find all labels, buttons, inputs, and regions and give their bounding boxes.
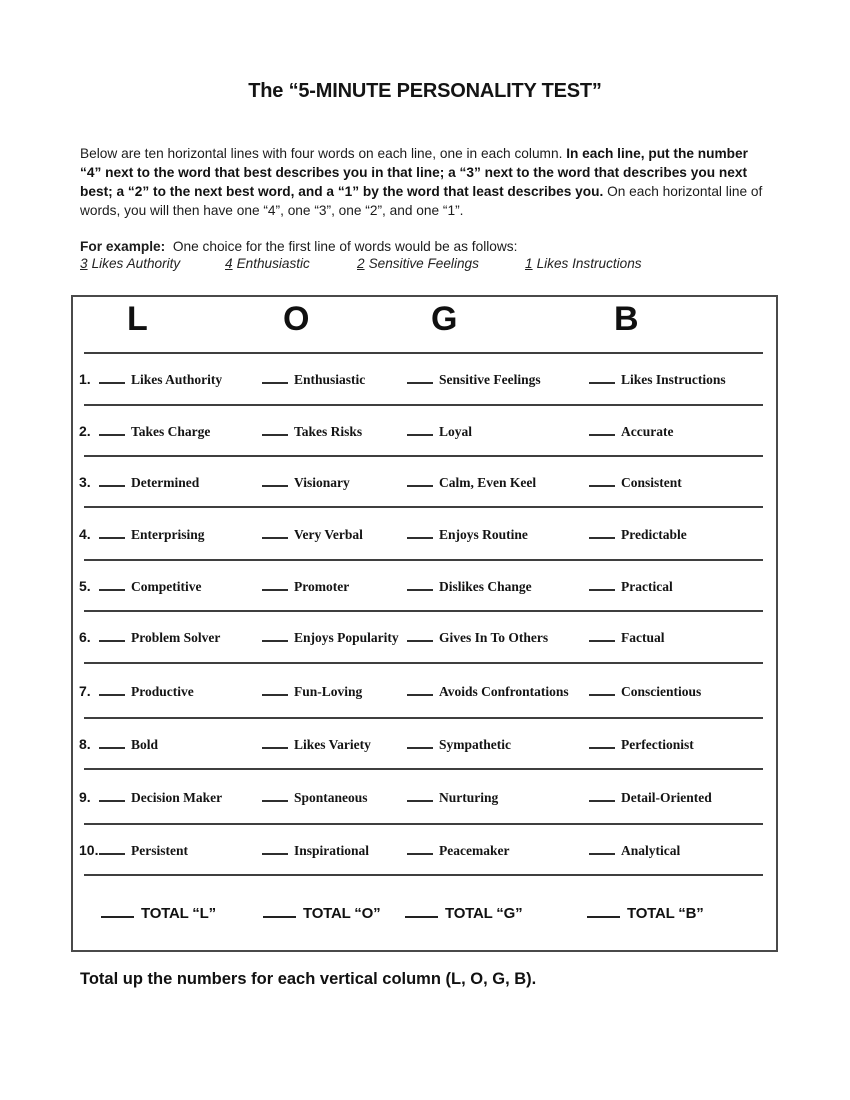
- table-row: [73, 352, 776, 405]
- example-word: Enthusiastic: [236, 256, 310, 271]
- answer-blank[interactable]: [589, 682, 615, 696]
- trait-cell: [589, 735, 694, 753]
- table-row: [73, 824, 776, 875]
- trait-word: Loyal: [439, 423, 473, 439]
- intro-text-end: On each horizontal line of words, you will then have one “4”, one “3”, one “2”, and one “1”.: [80, 184, 763, 218]
- test-table: [71, 295, 778, 952]
- total-cell-G: [405, 904, 522, 922]
- answer-blank[interactable]: [589, 473, 615, 487]
- trait-word: Enterprising: [131, 526, 205, 542]
- trait-cell: [589, 841, 680, 859]
- trait-cell: [407, 525, 528, 543]
- column-header-L: L: [127, 300, 148, 338]
- trait-word: Visionary: [294, 474, 350, 490]
- trait-word: Sympathetic: [439, 736, 511, 752]
- example-label-line: [80, 239, 517, 254]
- total-label: TOTAL “G”: [445, 904, 523, 922]
- answer-blank[interactable]: [262, 422, 288, 436]
- trait-word: Determined: [131, 474, 200, 490]
- trait-cell: [262, 682, 362, 700]
- trait-cell: [589, 473, 682, 491]
- example-word: Sensitive Feelings: [368, 256, 479, 271]
- trait-word: Enjoys Popularity: [294, 630, 399, 645]
- trait-word: Persistent: [131, 842, 188, 858]
- total-cell-O: [263, 904, 380, 922]
- table-row: [73, 405, 776, 456]
- answer-blank[interactable]: [407, 370, 433, 384]
- total-blank[interactable]: [101, 904, 134, 918]
- trait-cell: [407, 788, 498, 806]
- table-row: [73, 769, 776, 824]
- row-number: 9.: [79, 788, 91, 805]
- totals-row: [73, 875, 776, 950]
- footer-instruction: Total up the numbers for each vertical column (L, O, G, B).: [80, 970, 537, 988]
- trait-word: Takes Risks: [294, 423, 363, 439]
- answer-blank[interactable]: [262, 628, 288, 642]
- trait-cell: [99, 628, 220, 646]
- row-number: 8.: [79, 735, 91, 752]
- answer-blank[interactable]: [589, 841, 615, 855]
- answer-blank[interactable]: [589, 628, 615, 642]
- example-item: [80, 256, 180, 271]
- example-number: 3: [80, 256, 88, 271]
- trait-cell: [262, 841, 369, 859]
- total-label: TOTAL “L”: [141, 904, 216, 922]
- example-item: [357, 256, 479, 271]
- trait-cell: [407, 628, 548, 646]
- row-number: 1.: [79, 370, 91, 387]
- trait-cell: [589, 788, 712, 806]
- trait-word: Practical: [621, 578, 673, 594]
- trait-cell: [99, 422, 210, 440]
- trait-cell: [99, 577, 201, 595]
- answer-blank[interactable]: [99, 788, 125, 802]
- answer-blank[interactable]: [589, 525, 615, 539]
- answer-blank[interactable]: [262, 735, 288, 749]
- table-row: [73, 456, 776, 507]
- table-row: [73, 663, 776, 718]
- trait-cell: [99, 525, 205, 543]
- trait-cell: [99, 735, 158, 753]
- trait-cell: [99, 473, 199, 491]
- trait-cell: [407, 370, 541, 388]
- trait-cell: [99, 788, 222, 806]
- trait-word: Consistent: [621, 474, 682, 490]
- answer-blank[interactable]: [99, 370, 125, 384]
- trait-word: Perfectionist: [621, 736, 694, 752]
- row-number: 6.: [79, 629, 91, 645]
- trait-cell: [589, 422, 673, 440]
- column-header-G: G: [431, 300, 458, 338]
- example-word: Likes Instructions: [536, 256, 642, 271]
- trait-word: Conscientious: [621, 683, 702, 699]
- example-row: [80, 256, 780, 276]
- row-number: 10.: [79, 841, 99, 858]
- trait-cell: [407, 841, 509, 859]
- example-word: Likes Authority: [91, 256, 181, 271]
- row-number: 2.: [79, 422, 91, 439]
- trait-word: Inspirational: [294, 842, 370, 858]
- row-number: 3.: [79, 473, 91, 490]
- trait-word: Problem Solver: [131, 630, 221, 645]
- table-row: [73, 507, 776, 560]
- trait-word: Competitive: [131, 578, 202, 594]
- answer-blank[interactable]: [262, 370, 288, 384]
- answer-blank[interactable]: [262, 682, 288, 696]
- page-title: The “5-MINUTE PERSONALITY TEST”: [248, 80, 602, 102]
- trait-word: Promoter: [294, 578, 350, 594]
- trait-word: Detail-Oriented: [621, 789, 712, 805]
- trait-word: Gives In To Others: [439, 630, 549, 645]
- trait-cell: [262, 735, 371, 753]
- trait-cell: [407, 577, 532, 595]
- answer-blank[interactable]: [99, 735, 125, 749]
- trait-word: Sensitive Feelings: [439, 371, 541, 387]
- total-cell-L: [101, 904, 216, 922]
- answer-blank[interactable]: [262, 473, 288, 487]
- answer-blank[interactable]: [407, 422, 433, 436]
- answer-blank[interactable]: [589, 422, 615, 436]
- trait-word: Enjoys Routine: [439, 526, 528, 542]
- example-description: One choice for the first line of words would be as follows:: [172, 239, 518, 254]
- example-label: For example:: [80, 239, 166, 254]
- answer-blank[interactable]: [407, 473, 433, 487]
- table-row: [73, 560, 776, 611]
- example-number: 4: [225, 256, 233, 271]
- trait-word: Likes Instructions: [621, 371, 726, 387]
- trait-cell: [589, 682, 701, 700]
- trait-cell: [99, 370, 222, 388]
- answer-blank[interactable]: [407, 577, 433, 591]
- trait-word: Productive: [131, 683, 194, 699]
- trait-word: Likes Variety: [294, 736, 371, 752]
- answer-blank[interactable]: [589, 788, 615, 802]
- table-row: [73, 718, 776, 769]
- example-number: 1: [525, 256, 533, 271]
- trait-word: Calm, Even Keel: [439, 474, 537, 490]
- answer-blank[interactable]: [407, 841, 433, 855]
- trait-word: Predictable: [621, 526, 687, 542]
- trait-cell: [407, 735, 511, 753]
- trait-word: Nurturing: [439, 789, 499, 805]
- trait-cell: [262, 473, 350, 491]
- trait-word: Dislikes Change: [439, 578, 532, 594]
- trait-word: Likes Authority: [131, 371, 223, 387]
- total-cell-B: [587, 904, 704, 922]
- trait-word: Bold: [131, 736, 159, 752]
- column-header-O: O: [283, 300, 310, 338]
- trait-word: Spontaneous: [294, 789, 368, 805]
- trait-word: Analytical: [621, 842, 681, 858]
- answer-blank[interactable]: [99, 422, 125, 436]
- example-item: [225, 256, 310, 271]
- answer-blank[interactable]: [99, 841, 125, 855]
- answer-blank[interactable]: [99, 577, 125, 591]
- trait-cell: [262, 788, 368, 806]
- total-label: TOTAL “O”: [303, 904, 381, 922]
- answer-blank[interactable]: [99, 682, 125, 696]
- trait-cell: [99, 841, 188, 859]
- total-blank[interactable]: [587, 904, 620, 918]
- trait-cell: [407, 473, 536, 491]
- trait-cell: [407, 422, 472, 440]
- table-row: [73, 611, 776, 663]
- trait-cell: [589, 628, 665, 646]
- trait-word: Peacemaker: [439, 842, 510, 858]
- trait-word: Factual: [621, 630, 665, 645]
- answer-blank[interactable]: [407, 628, 433, 642]
- trait-cell: [262, 628, 399, 646]
- answer-blank[interactable]: [589, 577, 615, 591]
- example-number: 2: [357, 256, 365, 271]
- trait-word: Avoids Confrontations: [439, 683, 569, 699]
- trait-word: Decision Maker: [131, 789, 223, 805]
- answer-blank[interactable]: [589, 370, 615, 384]
- total-blank[interactable]: [405, 904, 438, 918]
- trait-cell: [589, 577, 673, 595]
- trait-cell: [262, 422, 362, 440]
- answer-blank[interactable]: [407, 788, 433, 802]
- answer-blank[interactable]: [407, 525, 433, 539]
- answer-blank[interactable]: [99, 525, 125, 539]
- intro-paragraph: [80, 144, 770, 220]
- trait-cell: [262, 577, 349, 595]
- total-label: TOTAL “B”: [627, 904, 704, 922]
- answer-blank[interactable]: [589, 735, 615, 749]
- intro-text-start: Below are ten horizontal lines with four words on each line, one in each column.: [80, 146, 567, 161]
- intro-text-bold: In each line, put the number “4” next to the word that best describes you in that line; a “3” next to the word that describes you next best; a “2” to the next best word, and a “1” by the word that least describes you.: [80, 146, 748, 199]
- trait-word: Fun-Loving: [294, 683, 363, 699]
- trait-cell: [589, 370, 726, 388]
- trait-word: Accurate: [621, 423, 674, 439]
- row-number: 7.: [79, 682, 91, 699]
- answer-blank[interactable]: [407, 682, 433, 696]
- total-blank[interactable]: [263, 904, 296, 918]
- trait-word: Enthusiastic: [294, 371, 366, 387]
- trait-word: Takes Charge: [131, 423, 211, 439]
- column-header-B: B: [614, 300, 639, 338]
- answer-blank[interactable]: [407, 735, 433, 749]
- answer-blank[interactable]: [99, 473, 125, 487]
- trait-cell: [262, 525, 363, 543]
- answer-blank[interactable]: [262, 788, 288, 802]
- trait-cell: [99, 682, 194, 700]
- row-number: 5.: [79, 577, 91, 594]
- answer-blank[interactable]: [262, 525, 288, 539]
- row-number: 4.: [79, 525, 91, 542]
- trait-cell: [407, 682, 569, 700]
- answer-blank[interactable]: [262, 577, 288, 591]
- trait-cell: [589, 525, 687, 543]
- trait-cell: [262, 370, 365, 388]
- trait-word: Very Verbal: [294, 526, 363, 542]
- answer-blank[interactable]: [99, 628, 125, 642]
- answer-blank[interactable]: [262, 841, 288, 855]
- example-item: [525, 256, 642, 271]
